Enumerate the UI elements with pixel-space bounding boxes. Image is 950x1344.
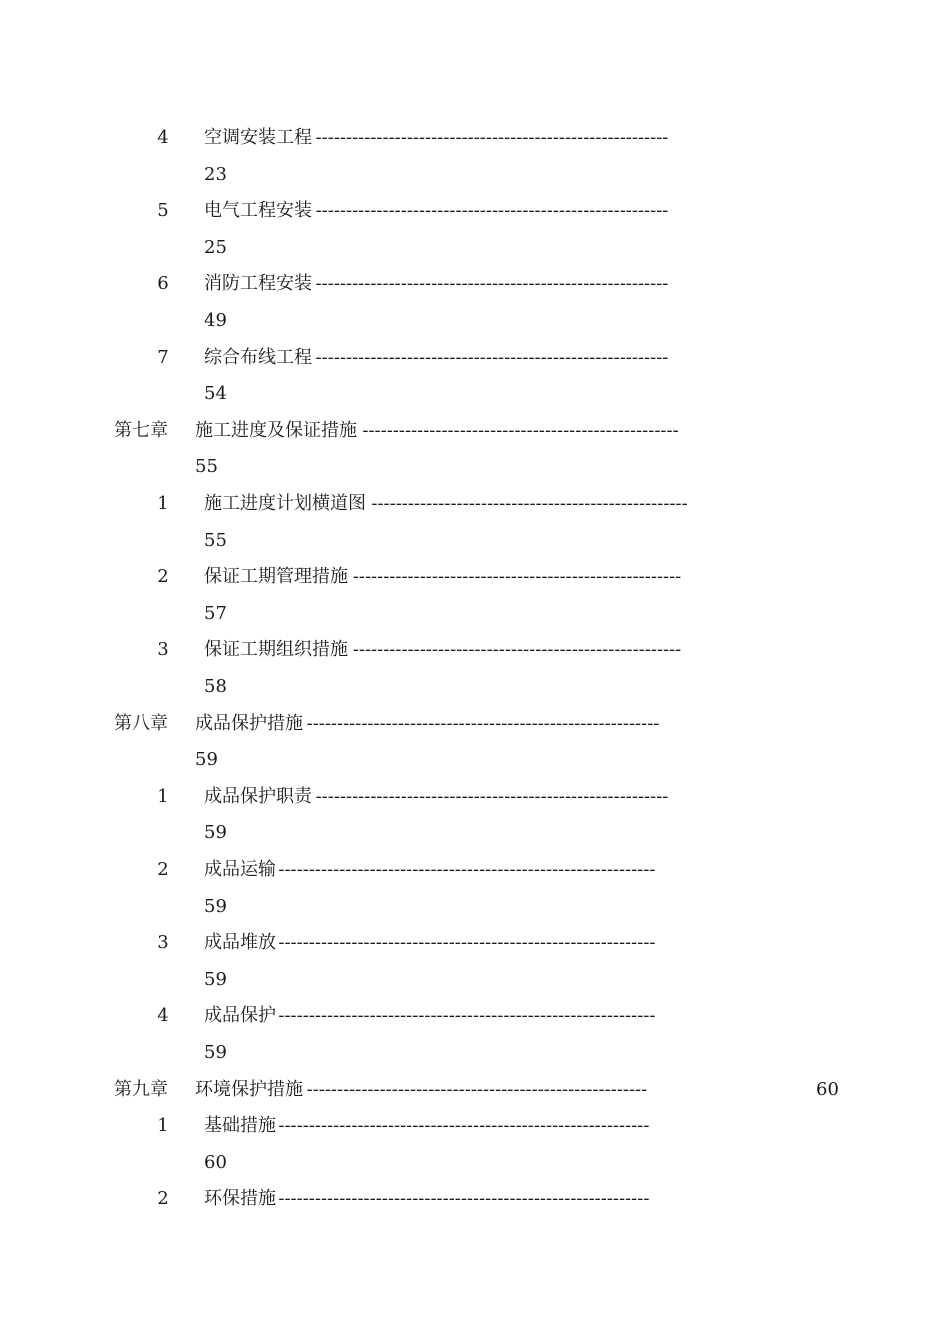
toc-section-title: 消防工程安装 (204, 273, 312, 295)
toc-section-number: 2 (157, 1188, 169, 1210)
toc-dot-leader: ------------------------------------------------------ (352, 566, 682, 588)
toc-section-title: 电气工程安装 (204, 200, 312, 222)
toc-dot-leader: -------------------------------------------------------------- (278, 1005, 656, 1027)
toc-page-number: 59 (195, 749, 218, 771)
toc-dot-leader: ---------------------------------------------------------- (315, 273, 669, 295)
toc-section-number: 2 (157, 859, 169, 880)
toc-chapter-number: 第九章 (114, 1078, 168, 1100)
toc-dot-leader: -------------------------------------------------------------- (278, 932, 656, 954)
toc-page-number: 58 (204, 676, 227, 697)
toc-dot-leader: ------------------------------------------------------ (352, 639, 682, 661)
toc-section-title: 成品堆放 (204, 932, 276, 954)
toc-page-number: 60 (204, 1151, 227, 1173)
toc-section-number: 3 (157, 639, 169, 661)
toc-page-number: 55 (204, 529, 227, 551)
toc-section-title: 综合布线工程 (204, 346, 312, 368)
toc-page-number: 57 (204, 602, 227, 624)
toc-section-number: 4 (157, 127, 169, 148)
toc-section-number: 7 (157, 346, 169, 368)
toc-dot-leader: ---------------------------------------------------------- (306, 712, 660, 734)
toc-chapter-number: 第七章 (114, 419, 168, 441)
toc-section-number: 2 (157, 566, 169, 588)
toc-page-number: 59 (204, 895, 227, 917)
toc-dot-leader: ---------------------------------------------------------- (315, 127, 669, 148)
toc-section-number: 1 (157, 1115, 169, 1137)
toc-section-number: 5 (157, 200, 169, 222)
toc-page-number: 23 (204, 163, 227, 185)
toc-section-title: 成品保护职责 (204, 785, 312, 807)
toc-page-number: 59 (204, 968, 227, 990)
toc-section-title: 成品运输 (204, 859, 276, 880)
toc-section-title: 基础措施 (204, 1115, 276, 1137)
toc-page-number: 55 (195, 456, 218, 478)
toc-dot-leader: ---------------------------------------------------- (371, 493, 688, 514)
toc-section-title: 保证工期组织措施 (204, 639, 348, 661)
toc-page-number: 59 (204, 822, 227, 844)
toc-section-number: 4 (157, 1005, 169, 1027)
toc-chapter-title: 环境保护措施 (195, 1078, 303, 1100)
toc-dot-leader: ---------------------------------------------------------- (315, 785, 669, 807)
toc-page-number: 60 (816, 1078, 839, 1100)
toc-page-number: 54 (204, 383, 227, 405)
toc-section-number: 1 (157, 785, 169, 807)
toc-section-title: 保证工期管理措施 (204, 566, 348, 588)
toc-dot-leader: ---------------------------------------------------- (362, 419, 679, 441)
toc-section-title: 成品保护 (204, 1005, 276, 1027)
toc-section-number: 3 (157, 932, 169, 954)
toc-chapter-title: 成品保护措施 (195, 712, 303, 734)
toc-chapter-number: 第八章 (114, 712, 168, 734)
toc-dot-leader: ---------------------------------------------------------- (315, 346, 669, 368)
toc-section-number: 6 (157, 273, 169, 295)
toc-dot-leader: -------------------------------------------------------- (306, 1078, 648, 1100)
toc-section-title: 施工进度计划横道图 (204, 493, 366, 514)
toc-dot-leader: ------------------------------------------------------------- (278, 1188, 650, 1210)
toc-page-number: 49 (204, 310, 227, 331)
toc-dot-leader: ---------------------------------------------------------- (315, 200, 669, 222)
toc-dot-leader: ------------------------------------------------------------- (278, 1115, 650, 1137)
toc-section-title: 环保措施 (204, 1188, 276, 1210)
toc-page-number: 25 (204, 236, 227, 258)
toc-page-number: 59 (204, 1042, 227, 1063)
toc-section-number: 1 (157, 493, 169, 514)
toc-dot-leader: -------------------------------------------------------------- (278, 859, 656, 880)
toc-chapter-title: 施工进度及保证措施 (195, 419, 357, 441)
toc-section-title: 空调安装工程 (204, 127, 312, 148)
